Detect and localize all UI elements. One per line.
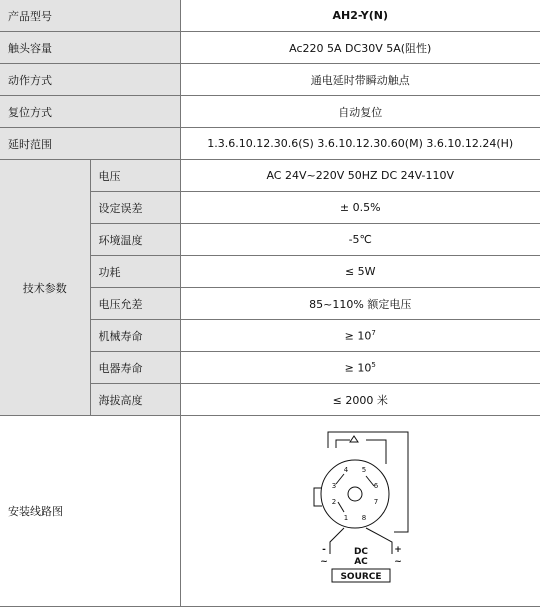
- row-label: 电器寿命: [90, 352, 180, 384]
- value-text: ≥ 10: [344, 329, 372, 343]
- pin-label: 1: [344, 514, 349, 522]
- delay-contact-icon: [350, 436, 358, 442]
- row-value: ≤ 5W: [180, 256, 540, 288]
- row-label: 机械寿命: [90, 320, 180, 352]
- row-label: 环境温度: [90, 224, 180, 256]
- row-label: 电压: [90, 160, 180, 192]
- row-action-mode: [0, 64, 540, 96]
- source-label: SOURCE: [340, 572, 382, 582]
- row-label: 功耗: [90, 256, 180, 288]
- row-value: 85~110% 额定电压: [180, 288, 540, 320]
- row-value: [180, 320, 540, 352]
- dc-label: DC: [354, 547, 369, 557]
- row-value: 1.3.6.10.12.30.6(S) 3.6.10.12.30.60(M) 3.6.10.12.24(H): [180, 128, 540, 160]
- row-value: AC 24V~220V 50HZ DC 24V-110V: [180, 160, 540, 192]
- tech-params-label: 技术参数: [0, 160, 90, 416]
- contact-2-7: [338, 502, 344, 512]
- row-value: -5℃: [180, 224, 540, 256]
- row-tech-voltage: [0, 160, 540, 192]
- ac-label: AC: [354, 557, 369, 567]
- row-value: [180, 352, 540, 384]
- row-value: Ac220 5A DC30V 5A(阻性): [180, 32, 540, 64]
- pin-label: 5: [362, 466, 367, 474]
- wire-top: [328, 432, 408, 532]
- row-value: 通电延时带瞬动触点: [180, 64, 540, 96]
- wire-minus: [330, 528, 344, 554]
- row-value: AH2-Y(N): [180, 0, 540, 32]
- tilde-right: ~: [394, 557, 403, 567]
- value-exponent: 5: [371, 360, 376, 369]
- minus-label: -: [322, 545, 327, 555]
- row-label: 海拔高度: [90, 384, 180, 416]
- pin-label: 3: [332, 482, 337, 490]
- row-label: 产品型号: [0, 0, 180, 32]
- row-install: [0, 416, 540, 607]
- pin-label: 7: [374, 498, 379, 506]
- pin-label: 4: [344, 466, 349, 474]
- plus-label: +: [394, 545, 403, 555]
- wiring-diagram-cell: [180, 416, 540, 607]
- socket-circle: [321, 460, 389, 528]
- wire-top-inner: [336, 440, 350, 448]
- row-reset-mode: [0, 96, 540, 128]
- socket-center: [348, 487, 362, 501]
- value-text: ≥ 10: [344, 361, 372, 375]
- row-label: 触头容量: [0, 32, 180, 64]
- row-label: 动作方式: [0, 64, 180, 96]
- wire-plus: [366, 528, 392, 554]
- row-contact-capacity: [0, 32, 540, 64]
- row-value: ≤ 2000 米: [180, 384, 540, 416]
- pin-label: 6: [374, 482, 379, 490]
- pin-label: 2: [332, 498, 337, 506]
- wiring-diagram: [300, 424, 420, 584]
- row-value: ± 0.5%: [180, 192, 540, 224]
- row-delay-range: [0, 128, 540, 160]
- row-value: 自动复位: [180, 96, 540, 128]
- row-label: 延时范围: [0, 128, 180, 160]
- row-label: 复位方式: [0, 96, 180, 128]
- pin-label: 8: [362, 514, 367, 522]
- contact-3-4: [336, 474, 344, 484]
- wire-top-right: [366, 440, 386, 464]
- value-exponent: 7: [371, 328, 376, 337]
- install-label: 安装线路图: [0, 416, 180, 607]
- tilde-left: ~: [320, 557, 329, 567]
- row-label: 设定误差: [90, 192, 180, 224]
- row-model: [0, 0, 540, 32]
- row-label: 电压允差: [90, 288, 180, 320]
